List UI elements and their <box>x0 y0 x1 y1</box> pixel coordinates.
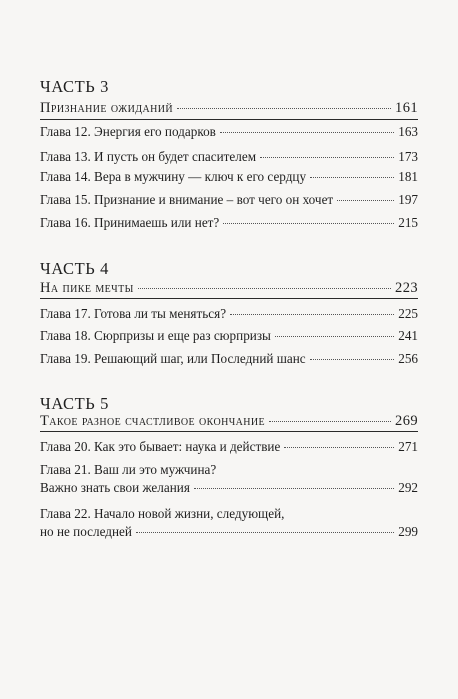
page-number: 299 <box>398 524 418 539</box>
toc-entry <box>40 123 418 140</box>
part-4-heading: ЧАСТЬ 4 <box>40 259 109 278</box>
chapter-title-line-1: Глава 21. Ваш ли это мужчина? <box>40 462 217 477</box>
chapter-title: Глава 18. Сюрпризы и еще раз сюрпризы <box>40 328 271 343</box>
chapter-title: Глава 14. Вера в мужчину — ключ к его сердцу <box>40 169 307 184</box>
dot-leader <box>260 157 394 158</box>
toc-entry <box>40 523 418 540</box>
part-4-title: На пике мечты <box>40 280 134 296</box>
part-3-heading: ЧАСТЬ 3 <box>40 77 109 96</box>
toc-entry <box>40 148 418 165</box>
toc-entry <box>40 214 418 231</box>
dot-leader <box>284 447 394 448</box>
dot-leader <box>138 288 391 289</box>
dot-leader <box>223 223 394 224</box>
chapter-title: Глава 17. Готова ли ты меняться? <box>40 306 227 321</box>
toc-entry <box>40 191 418 208</box>
dot-leader <box>310 177 394 178</box>
part-title-underline <box>40 119 418 120</box>
chapter-title: но не последней <box>40 524 132 539</box>
dot-leader <box>337 200 394 201</box>
page-number: 241 <box>398 328 418 343</box>
page-number: 173 <box>398 149 418 164</box>
toc-entry <box>40 327 418 344</box>
dot-leader <box>136 532 394 533</box>
chapter-title-line-1: Глава 22. Начало новой жизни, следующей, <box>40 506 285 521</box>
page-number: 223 <box>395 280 418 296</box>
dot-leader <box>177 108 391 109</box>
part-title-underline <box>40 298 418 299</box>
chapter-title: Глава 15. Признание и внимание – вот чего он хочет <box>40 192 334 207</box>
dot-leader <box>230 314 394 315</box>
page-number: 197 <box>398 192 418 207</box>
chapter-title: Важно знать свои желания <box>40 480 190 495</box>
toc-entry <box>40 168 418 185</box>
page-number: 269 <box>395 413 418 429</box>
dot-leader <box>194 488 394 489</box>
chapter-title: Глава 20. Как это бывает: наука и действие <box>40 439 281 454</box>
page-number: 161 <box>395 100 418 116</box>
page-number: 181 <box>398 169 418 184</box>
dot-leader <box>269 421 391 422</box>
page-number: 292 <box>398 480 418 495</box>
part-5-title-entry <box>40 413 418 430</box>
page-number: 271 <box>398 439 418 454</box>
toc-entry <box>40 438 418 455</box>
page-number: 215 <box>398 215 418 230</box>
part-3-title-entry <box>40 100 418 117</box>
chapter-title: Глава 19. Решающий шаг, или Последний шанс <box>40 351 306 366</box>
page-number: 225 <box>398 306 418 321</box>
toc-entry <box>40 305 418 322</box>
dot-leader <box>275 336 394 337</box>
page-number: 256 <box>398 351 418 366</box>
page-number: 163 <box>398 124 418 139</box>
dot-leader <box>310 359 395 360</box>
chapter-title: Глава 13. И пусть он будет спасителем <box>40 149 257 164</box>
part-4-title-entry <box>40 280 418 297</box>
chapter-title: Глава 16. Принимаешь или нет? <box>40 215 220 230</box>
part-3-title: Признание ожиданий <box>40 100 173 116</box>
dot-leader <box>220 132 394 133</box>
toc-entry <box>40 479 418 496</box>
chapter-title: Глава 12. Энергия его подарков <box>40 124 216 139</box>
toc-entry <box>40 350 418 367</box>
part-5-title: Такое разное счастливое окончание <box>40 413 266 429</box>
part-title-underline <box>40 431 418 432</box>
part-5-heading: ЧАСТЬ 5 <box>40 394 109 413</box>
